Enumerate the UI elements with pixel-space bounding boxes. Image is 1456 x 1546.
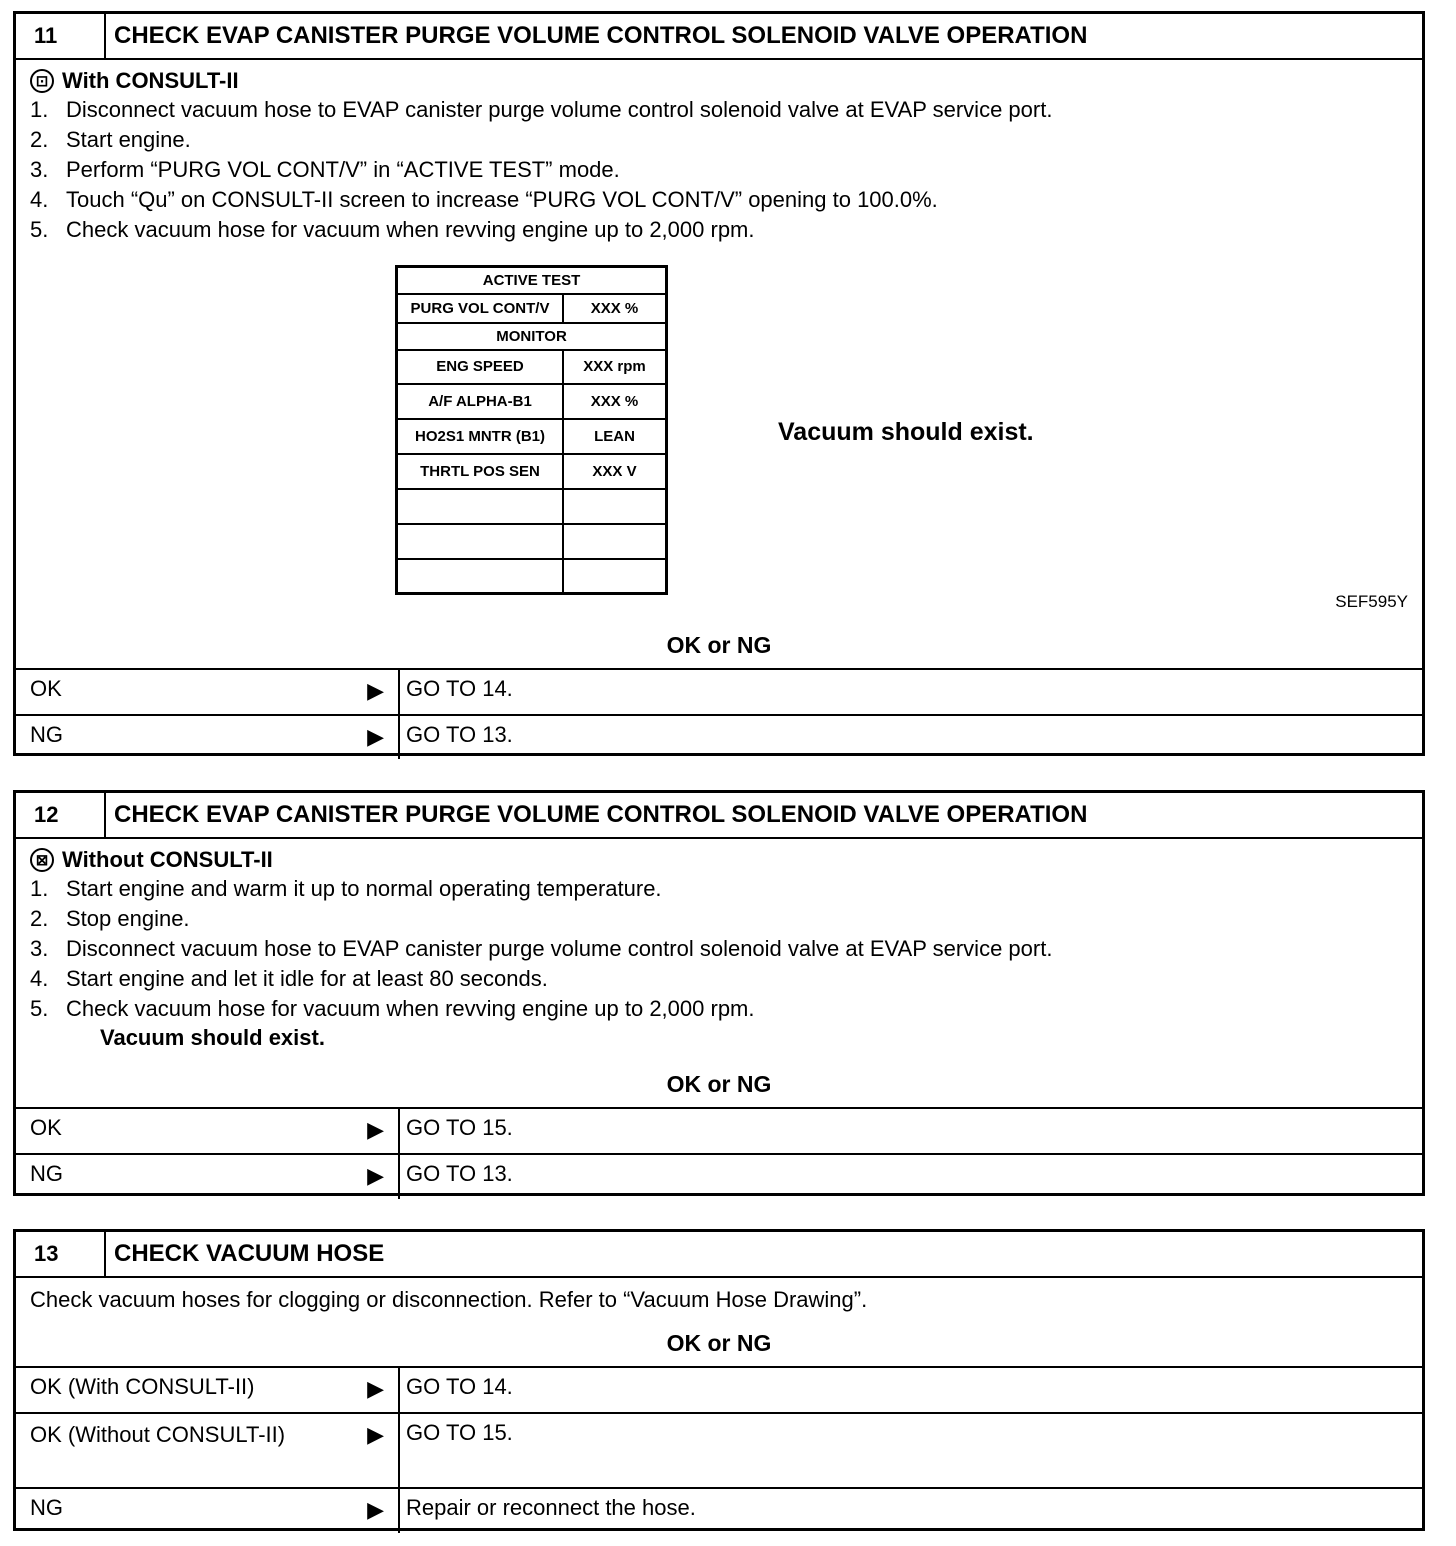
step-body <box>16 839 1422 1107</box>
result-action: GO TO 14. <box>406 1374 513 1399</box>
result-condition: NG <box>30 1495 63 1520</box>
list-item: 5. Check vacuum hose for vacuum when revving engine up to 2,000 rpm. <box>30 217 755 242</box>
result-condition: NG <box>30 1161 63 1186</box>
result-action: GO TO 14. <box>406 676 513 701</box>
result-action: GO TO 13. <box>406 1161 513 1186</box>
figure-code: SEF595Y <box>1335 592 1408 611</box>
step-13 <box>13 1229 1425 1531</box>
step-title: CHECK EVAP CANISTER PURGE VOLUME CONTROL SOLENOID VALVE OPERATION <box>114 801 1088 828</box>
empty-cell <box>563 559 667 594</box>
list-item: 3. Perform “PURG VOL CONT/V” in “ACTIVE TEST” mode. <box>30 157 620 182</box>
step-number: 11 <box>16 14 106 58</box>
arrow-icon: ▶ <box>367 678 384 703</box>
step-number: 12 <box>16 793 106 837</box>
monitor-label: HO2S1 MNTR (B1) <box>397 419 564 454</box>
no-consult-icon: ⊠ <box>30 848 54 872</box>
purg-value: XXX % <box>563 294 667 323</box>
monitor-title: MONITOR <box>397 323 667 350</box>
ok-or-ng: OK or NG <box>666 1330 772 1356</box>
purg-label: PURG VOL CONT/V <box>397 294 564 323</box>
list-item: 2. Start engine. <box>30 127 191 152</box>
step-list <box>30 874 1052 1024</box>
step-body <box>16 1278 1422 1366</box>
step-body <box>16 60 1422 668</box>
result-condition: OK <box>30 1115 62 1140</box>
result-action: GO TO 15. <box>406 1420 513 1445</box>
list-item: 4. Touch “Qu” on CONSULT-II screen to increase “PURG VOL CONT/V” opening to 100.0%. <box>30 187 938 212</box>
result-condition: OK (With CONSULT-II) <box>30 1374 255 1399</box>
monitor-value: XXX rpm <box>563 350 667 384</box>
monitor-label: A/F ALPHA-B1 <box>397 384 564 419</box>
active-test-title: ACTIVE TEST <box>397 267 667 294</box>
arrow-icon: ▶ <box>367 1497 384 1522</box>
mode-label: ⊡ With CONSULT-II <box>30 68 239 94</box>
list-item: 1. Start engine and warm it up to normal operating temperature. <box>30 876 662 901</box>
vacuum-note: Vacuum should exist. <box>778 418 1034 446</box>
empty-cell <box>563 489 667 524</box>
monitor-label: THRTL POS SEN <box>397 454 564 489</box>
step-number: 13 <box>16 1232 106 1276</box>
step-text: Check vacuum hoses for clogging or disconnection. Refer to “Vacuum Hose Drawing”. <box>30 1287 868 1312</box>
step-list <box>30 95 1052 245</box>
step-header <box>16 1232 1422 1278</box>
result-condition: OK <box>30 676 62 701</box>
result-row <box>16 668 1422 714</box>
mode-label: ⊠ Without CONSULT-II <box>30 847 273 873</box>
result-action: GO TO 15. <box>406 1115 513 1140</box>
result-row <box>16 714 1422 759</box>
result-row <box>16 1487 1422 1533</box>
monitor-value: LEAN <box>563 419 667 454</box>
result-action: Repair or reconnect the hose. <box>406 1495 696 1520</box>
empty-cell <box>397 524 564 559</box>
arrow-icon: ▶ <box>367 1422 384 1447</box>
monitor-label: ENG SPEED <box>397 350 564 384</box>
empty-cell <box>397 489 564 524</box>
vacuum-note: Vacuum should exist. <box>100 1025 325 1050</box>
result-row <box>16 1153 1422 1199</box>
result-condition: OK (Without CONSULT-II) <box>30 1422 286 1447</box>
arrow-icon: ▶ <box>367 1376 384 1401</box>
monitor-value: XXX % <box>563 384 667 419</box>
step-title: CHECK VACUUM HOSE <box>114 1240 385 1267</box>
consult-icon: ⊡ <box>30 69 54 93</box>
step-header <box>16 793 1422 839</box>
monitor-value: XXX V <box>563 454 667 489</box>
result-condition: NG <box>30 722 63 747</box>
result-row <box>16 1366 1422 1412</box>
list-item: 2. Stop engine. <box>30 906 190 931</box>
list-item: 1. Disconnect vacuum hose to EVAP canister purge volume control solenoid valve at EVAP service port. <box>30 97 1053 122</box>
step-11 <box>13 11 1425 756</box>
list-item: 3. Disconnect vacuum hose to EVAP canister purge volume control solenoid valve at EVAP service port. <box>30 936 1053 961</box>
arrow-icon: ▶ <box>367 724 384 749</box>
arrow-icon: ▶ <box>367 1163 384 1188</box>
step-12 <box>13 790 1425 1196</box>
empty-cell <box>563 524 667 559</box>
arrow-icon: ▶ <box>367 1117 384 1142</box>
ok-or-ng: OK or NG <box>666 1071 772 1097</box>
list-item: 5. Check vacuum hose for vacuum when revving engine up to 2,000 rpm. <box>30 996 755 1021</box>
step-title: CHECK EVAP CANISTER PURGE VOLUME CONTROL SOLENOID VALVE OPERATION <box>114 22 1088 49</box>
empty-cell <box>397 559 564 594</box>
ok-or-ng: OK or NG <box>666 632 772 658</box>
active-test-screen <box>395 265 668 595</box>
result-row <box>16 1412 1422 1487</box>
step-header <box>16 14 1422 60</box>
list-item: 4. Start engine and let it idle for at least 80 seconds. <box>30 966 548 991</box>
result-action: GO TO 13. <box>406 722 513 747</box>
result-row <box>16 1107 1422 1153</box>
